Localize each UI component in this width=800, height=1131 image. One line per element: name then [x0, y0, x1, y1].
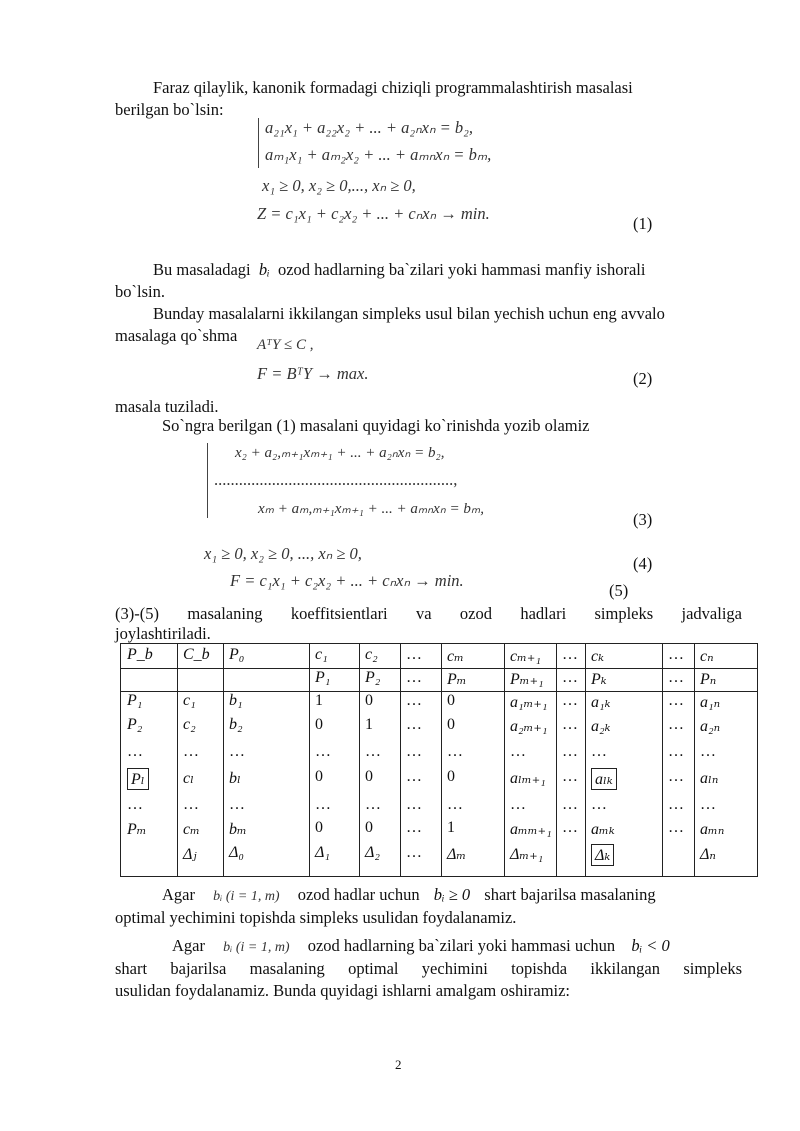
table-cell: 0: [315, 819, 323, 836]
table-cell-pivot: Δₖ: [591, 844, 614, 866]
paragraph-text: ozod hadlar uchun: [297, 885, 420, 904]
table-header-cell: …: [562, 669, 578, 686]
table-cell: …: [406, 768, 422, 785]
table-cell: 0: [447, 768, 455, 785]
table-column-divider: [441, 644, 442, 876]
paragraph-agar-negative-line2: shart bajarilsa masalaning optimal yechimini topishda ikkilangan simpleks: [115, 959, 742, 978]
table-cell: …: [668, 716, 684, 733]
system-brace: [258, 118, 259, 168]
paragraph-agar-positive: [162, 884, 656, 908]
equation-3-row1: x₂ + a₂,ₘ₊₁xₘ₊₁ + ... + a₂ₙxₙ = b₂,: [235, 445, 445, 461]
equation-label-5: (5): [609, 581, 629, 600]
table-cell: 0: [447, 692, 455, 709]
paragraph-text: Bu masaladagi: [153, 260, 251, 279]
paragraph-text: ozod hadlarning ba`zilari yoki hammasi uchun: [307, 936, 616, 955]
paragraph-agar-positive-line2: optimal yechimini topishda simpleks usulidan foydalanamiz.: [115, 908, 517, 927]
table-column-divider: [309, 644, 310, 876]
paragraph-text: ozod hadlarning ba`zilari yoki hammasi manfiy ishorali: [277, 260, 646, 279]
table-header-cell: P_b: [127, 646, 153, 663]
table-cell: Δₘ: [447, 846, 467, 863]
bi-condition: bᵢ < 0: [631, 936, 670, 955]
paragraph-agar-negative: [172, 935, 670, 959]
equation-2-objective: F = BᵀY → max.: [257, 364, 369, 383]
table-header-cell: P₀: [229, 646, 245, 663]
table-header-cell: cₘ: [447, 648, 464, 665]
table-cell: 1: [447, 819, 455, 836]
table-cell: …: [668, 743, 684, 760]
simplex-table: [120, 643, 758, 877]
bi-symbol: bᵢ: [258, 260, 270, 279]
table-cell: a₁ₙ: [700, 694, 721, 711]
table-cell: a₁ₖ: [591, 694, 611, 711]
table-header-cell: …: [406, 669, 422, 686]
table-cell: …: [700, 796, 716, 813]
table-cell: a₁ₘ₊₁: [510, 694, 548, 711]
table-column-divider: [662, 644, 663, 876]
table-cell: …: [668, 692, 684, 709]
table-cell: …: [406, 844, 422, 861]
table-cell: …: [406, 743, 422, 760]
table-cell: Δ₂: [365, 844, 380, 861]
page-number: 2: [395, 1057, 402, 1072]
table-header-cell: Pₘ: [447, 671, 467, 688]
table-cell: aₘₘ₊₁: [510, 821, 552, 838]
table-cell: bₗ: [229, 770, 241, 787]
table-column-divider: [504, 644, 505, 876]
table-header-cell: cₙ: [700, 648, 714, 665]
table-cell: a₂ₙ: [700, 718, 721, 735]
equation-3-row2: xₘ + aₘ,ₘ₊₁xₘ₊₁ + ... + aₘₙxₙ = bₘ,: [258, 501, 485, 517]
equation-5: F = c₁x₁ + c₂x₂ + ... + cₙxₙ → min.: [230, 571, 464, 590]
bi-condition: bᵢ ≥ 0: [433, 885, 471, 904]
table-cell: …: [229, 743, 245, 760]
table-cell: aₘₙ: [700, 821, 725, 838]
equation-1-row1: a₂₁x₁ + a₂₂x₂ + ... + a₂ₙxₙ = b₂,: [265, 118, 474, 137]
table-cell: cₘ: [183, 821, 200, 838]
table-column-divider: [556, 644, 557, 876]
table-header-cell: …: [668, 669, 684, 686]
equation-1-row2: aₘ₁x₁ + aₘ₂x₂ + ... + aₘₙxₙ = bₘ,: [265, 145, 492, 164]
table-cell: 0: [447, 716, 455, 733]
table-cell: …: [183, 796, 199, 813]
table-cell: …: [562, 796, 578, 813]
table-cell: …: [315, 743, 331, 760]
equation-1-row3: x₁ ≥ 0, x₂ ≥ 0,..., xₙ ≥ 0,: [262, 176, 416, 195]
equation-4: x₁ ≥ 0, x₂ ≥ 0, ..., xₙ ≥ 0,: [204, 544, 362, 563]
table-cell: …: [406, 819, 422, 836]
table-column-divider: [177, 644, 178, 876]
table-cell: …: [562, 819, 578, 836]
table-header-cell: Pₖ: [591, 671, 607, 688]
equation-label-2: (2): [633, 369, 653, 388]
table-header-cell: C_b: [183, 646, 210, 663]
table-cell: 0: [315, 768, 323, 785]
table-cell: Δ₁: [315, 844, 330, 861]
paragraph-text: shart bajarilsa masalaning: [484, 885, 656, 904]
table-cell: a₂ₖ: [591, 718, 611, 735]
table-header-cell: cₘ₊₁: [510, 648, 541, 665]
equation-label-3: (3): [633, 510, 653, 529]
table-cell: cₗ: [183, 770, 194, 787]
equation-label-4: (4): [633, 554, 653, 573]
table-cell: …: [562, 716, 578, 733]
table-row-divider: [121, 691, 757, 692]
table-column-divider: [400, 644, 401, 876]
table-cell: …: [700, 743, 716, 760]
table-cell: …: [406, 796, 422, 813]
table-header-cell: P₂: [365, 669, 381, 686]
table-cell: …: [510, 796, 526, 813]
table-cell: a₂ₘ₊₁: [510, 718, 548, 735]
table-row-divider: [121, 668, 757, 669]
equation-label-1: (1): [633, 214, 653, 233]
table-cell: Δ₀: [229, 844, 244, 861]
table-cell: c₂: [183, 716, 196, 733]
table-cell: …: [365, 796, 381, 813]
table-column-divider: [359, 644, 360, 876]
table-cell: …: [510, 743, 526, 760]
table-cell: P₂: [127, 716, 143, 733]
table-header-cell: …: [562, 646, 578, 663]
table-column-divider: [694, 644, 695, 876]
table-cell: …: [562, 692, 578, 709]
bi-range-symbol: bᵢ (i = 1, m): [213, 889, 280, 904]
paragraph-dual-line2: masalaga qo`shma: [115, 326, 238, 345]
table-cell: 0: [365, 768, 373, 785]
table-cell: Δₙ: [700, 846, 716, 863]
table-cell: …: [562, 743, 578, 760]
table-cell: …: [591, 743, 607, 760]
equation-2-constraint: AᵀY ≤ C ,: [257, 337, 314, 353]
table-cell-pivot: Pₗ: [127, 768, 149, 790]
paragraph-bi-negative-line2: bo`lsin.: [115, 282, 165, 301]
table-header-cell: P₁: [315, 669, 331, 686]
table-cell: …: [591, 796, 607, 813]
table-cell: Δⱼ: [183, 846, 197, 863]
paragraph-table-intro-line2: joylashtiriladi.: [115, 624, 211, 643]
table-header-cell: c₂: [365, 646, 378, 663]
table-cell: c₁: [183, 692, 196, 709]
table-cell: aₗₘ₊₁: [510, 770, 546, 787]
table-cell: …: [127, 743, 143, 760]
equation-1-objective: Z = c₁x₁ + c₂x₂ + ... + cₙxₙ → min.: [257, 204, 490, 223]
table-header-cell: c₁: [315, 646, 328, 663]
table-cell: …: [183, 743, 199, 760]
table-cell: 0: [315, 716, 323, 733]
paragraph-formed: masala tuziladi.: [115, 397, 219, 416]
table-column-divider: [585, 644, 586, 876]
table-cell: …: [447, 796, 463, 813]
paragraph-text: Agar: [172, 936, 205, 955]
table-cell: …: [406, 692, 422, 709]
table-cell: …: [127, 796, 143, 813]
equation-3-dots: ..........................................................,: [214, 470, 458, 489]
table-header-cell: …: [668, 646, 684, 663]
table-header-cell: Pₙ: [700, 671, 717, 688]
table-cell: …: [315, 796, 331, 813]
paragraph-agar-negative-line3: usulidan foydalanamiz. Bunda quyidagi ishlarni amalgam oshiramiz:: [115, 981, 571, 1000]
table-cell: …: [365, 743, 381, 760]
paragraph-bi-negative: [153, 259, 645, 281]
table-header-cell: …: [406, 646, 422, 663]
table-header-cell: cₖ: [591, 648, 604, 665]
table-cell: aₘₖ: [591, 821, 615, 838]
paragraph-rewrite: So`ngra berilgan (1) masalani quyidagi ko`rinishda yozib olamiz: [162, 416, 590, 435]
table-cell: …: [406, 716, 422, 733]
table-cell: 0: [365, 819, 373, 836]
system-brace: [207, 443, 208, 518]
table-cell: …: [562, 768, 578, 785]
table-cell: Δₘ₊₁: [510, 846, 544, 863]
table-cell: …: [668, 768, 684, 785]
table-cell: 1: [365, 716, 373, 733]
paragraph-table-intro-line1: (3)-(5) masalaning koeffitsientlari va ozod hadlari simpleks jadvaliga: [115, 604, 742, 623]
bi-range-symbol: bᵢ (i = 1, m): [223, 940, 290, 955]
table-cell: …: [668, 819, 684, 836]
table-cell: Pₘ: [127, 821, 147, 838]
table-column-divider: [223, 644, 224, 876]
table-cell: aₗₙ: [700, 770, 719, 787]
table-header-cell: Pₘ₊₁: [510, 671, 544, 688]
table-cell: …: [668, 796, 684, 813]
paragraph-intro-line1: Faraz qilaylik, kanonik formadagi chiziqli programmalashtirish masalasi: [153, 78, 633, 97]
table-cell: bₘ: [229, 821, 247, 838]
table-cell: P₁: [127, 692, 143, 709]
paragraph-dual-line1: Bunday masalalarni ikkilangan simpleks usul bilan yechish uchun eng avvalo: [153, 304, 665, 323]
table-cell: 1: [315, 692, 323, 709]
table-cell-pivot: aₗₖ: [591, 768, 617, 790]
table-cell: b₂: [229, 716, 243, 733]
table-cell: b₁: [229, 692, 243, 709]
table-cell: …: [447, 743, 463, 760]
table-cell: 0: [365, 692, 373, 709]
table-cell: …: [229, 796, 245, 813]
paragraph-intro-line2: berilgan bo`lsin:: [115, 100, 224, 119]
paragraph-text: Agar: [162, 885, 195, 904]
